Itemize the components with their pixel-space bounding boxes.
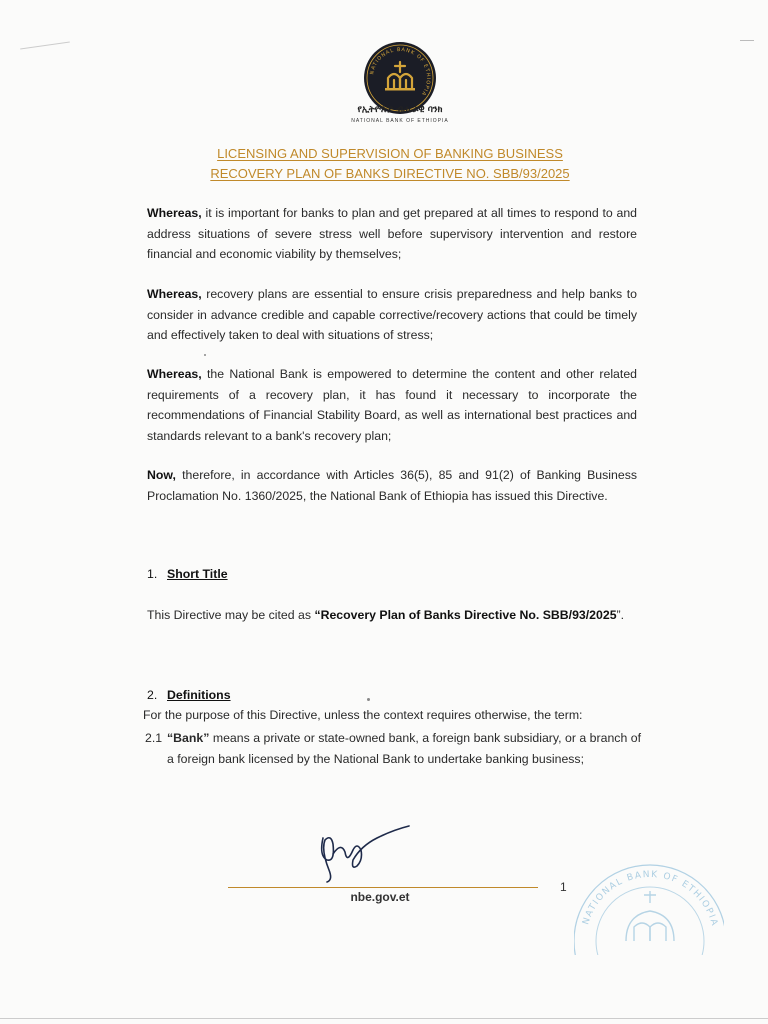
scan-mark — [740, 40, 754, 41]
section-title: Definitions — [167, 688, 231, 702]
short-title-paragraph — [147, 605, 637, 626]
scan-speck — [204, 354, 206, 356]
preamble-paragraph — [147, 203, 637, 265]
definitions-intro: For the purpose of this Directive, unless the context requires otherwise, the term: — [143, 708, 583, 722]
document-title-line1: LICENSING AND SUPERVISION OF BANKING BUSINESS — [217, 146, 563, 161]
paragraph-text: This Directive may be cited as — [147, 608, 315, 622]
paragraph-lead: Now, — [147, 468, 176, 482]
page-number: 1 — [560, 880, 567, 894]
footer-website: nbe.gov.et — [350, 890, 410, 904]
amharic-bank-name: የኢትዮጵያ ብሔራዊ ባንክ — [357, 105, 443, 115]
footer-rule — [228, 887, 538, 888]
paragraph-text: ”. — [616, 608, 625, 622]
scan-edge — [0, 1018, 768, 1019]
definition-term: “Bank” — [167, 731, 210, 745]
preamble-paragraph — [147, 364, 637, 446]
section-title: Short Title — [167, 567, 228, 581]
paragraph-text: the National Bank is empowered to determine the content and other related requirements of a recovery plan, it has found it necessary to incorporate the recommendations of Financial Stability Board, as well as international best practices and standards relevant to a bank's recovery plan; — [147, 367, 637, 443]
preamble-paragraph — [147, 465, 637, 506]
official-stamp — [574, 845, 724, 955]
nbe-logo — [364, 42, 436, 114]
paragraph-lead: Whereas, — [147, 206, 202, 220]
scan-mark — [20, 42, 70, 50]
section-number: 2. — [147, 688, 158, 702]
definition-item — [145, 728, 641, 769]
section-number: 1. — [147, 567, 158, 581]
logo-ring-text: NATIONAL BANK OF ETHIOPIA — [369, 46, 432, 97]
paragraph-lead: Whereas, — [147, 367, 202, 381]
paragraph-lead: Whereas, — [147, 287, 202, 301]
directive-citation: “Recovery Plan of Banks Directive No. SBB/93/2025 — [314, 608, 617, 622]
paragraph-text: therefore, in accordance with Articles 36(5), 85 and 91(2) of Banking Business Proclamation No. 1360/2025, the National Bank of Ethiopia has issued this Directive. — [147, 468, 637, 503]
paragraph-text: it is important for banks to plan and get prepared at all times to respond to and address situations of severe stress well before supervisory intervention and restore financial and economic viability by themselves; — [147, 206, 637, 261]
preamble-paragraph — [147, 284, 637, 346]
scan-speck — [367, 698, 370, 701]
paragraph-text: recovery plans are essential to ensure crisis preparedness and help banks to consider in advance credible and capable corrective/recovery actions that could be timely and effectively taken to deal with situations of stress; — [147, 287, 637, 342]
signature — [305, 820, 415, 888]
document-title-line2: RECOVERY PLAN OF BANKS DIRECTIVE NO. SBB/93/2025 — [210, 166, 570, 181]
section-heading-short-title — [147, 567, 228, 581]
english-bank-name: NATIONAL BANK OF ETHIOPIA — [351, 118, 449, 124]
definition-number: 2.1 — [145, 731, 163, 745]
definition-text: means a private or state-owned bank, a foreign bank subsidiary, or a branch of a foreign bank licensed by the National Bank to undertake banking business; — [167, 731, 641, 766]
stamp-text: NATIONAL BANK OF ETHIOPIA — [581, 869, 720, 929]
section-heading-definitions — [147, 688, 231, 702]
